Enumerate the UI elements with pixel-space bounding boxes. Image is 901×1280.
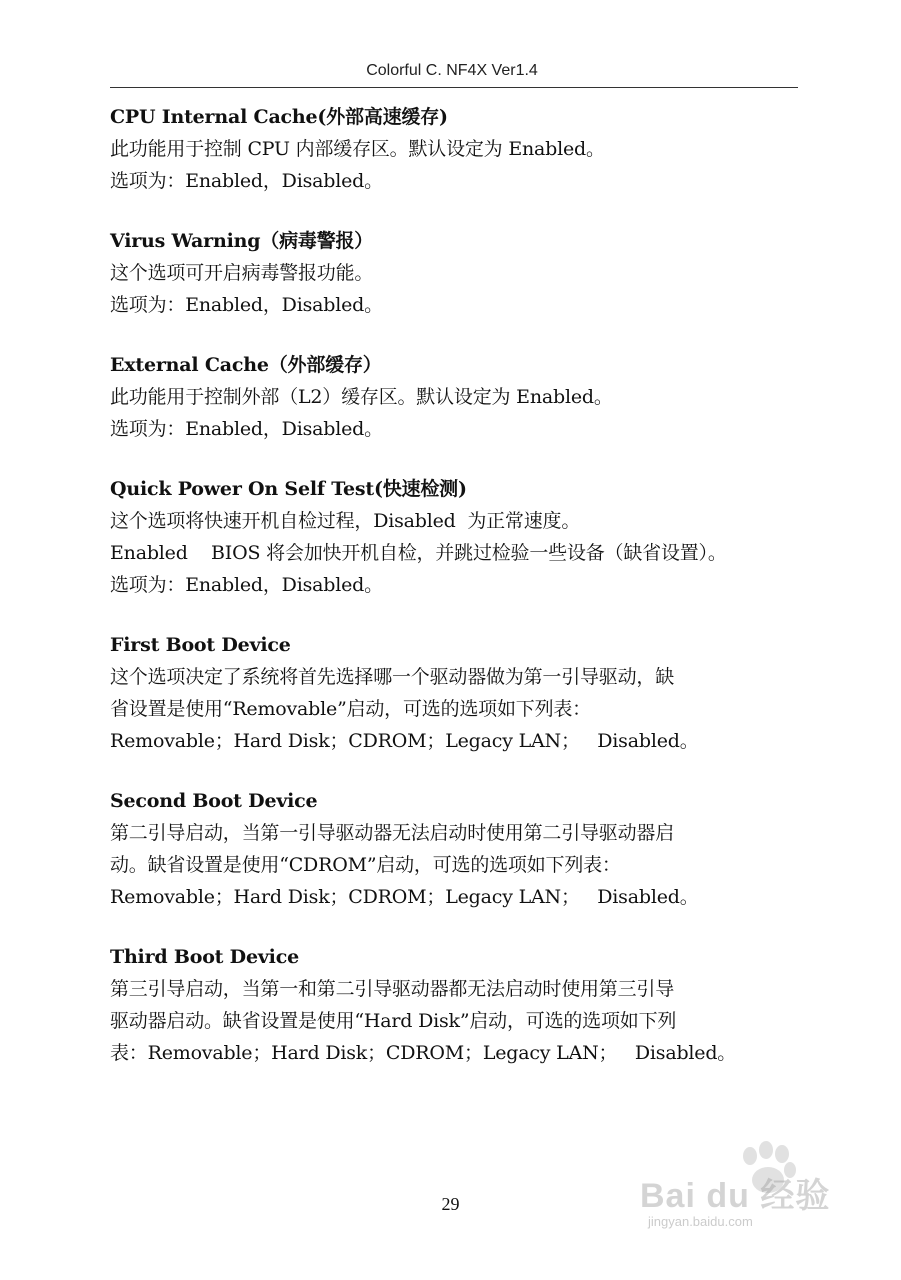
baidu-jingyan-watermark bbox=[640, 1138, 850, 1238]
section-title: Virus Warning（病毒警报） bbox=[110, 230, 374, 252]
section-cpu-internal-cache bbox=[110, 101, 795, 197]
section-quick-power-on-self-test bbox=[110, 473, 795, 601]
section-title: CPU Internal Cache(外部高速缓存) bbox=[110, 106, 448, 128]
section-second-boot-device bbox=[110, 785, 795, 913]
page-header-title: Colorful C. NF4X Ver1.4 bbox=[366, 62, 538, 79]
section-text-line: 这个选项将快速开机自检过程，Disabled 为正常速度。 bbox=[110, 510, 581, 532]
section-text-line: 这个选项可开启病毒警报功能。 bbox=[110, 262, 374, 284]
section-text-line: 表：Removable；Hard Disk；CDROM；Legacy LAN； Disabled。 bbox=[110, 1042, 737, 1064]
section-text-line: 此功能用于控制 CPU 内部缓存区。默认设定为 Enabled。 bbox=[110, 138, 605, 160]
section-text-line: 选项为：Enabled，Disabled。 bbox=[110, 418, 383, 440]
section-first-boot-device bbox=[110, 629, 795, 757]
section-third-boot-device bbox=[110, 941, 795, 1069]
section-text-line: 选项为：Enabled，Disabled。 bbox=[110, 294, 383, 316]
section-title: External Cache（外部缓存） bbox=[110, 354, 382, 376]
section-title: First Boot Device bbox=[110, 634, 291, 656]
section-external-cache bbox=[110, 349, 795, 445]
section-text-line: 第三引导启动，当第一和第二引导驱动器都无法启动时使用第三引导 bbox=[110, 978, 675, 1000]
section-text-line: 这个选项决定了系统将首先选择哪一个驱动器做为第一引导驱动，缺 bbox=[110, 666, 675, 688]
section-text-line: Removable；Hard Disk；CDROM；Legacy LAN； Disabled。 bbox=[110, 730, 699, 752]
watermark-brand: Bai du 经验 bbox=[640, 1177, 831, 1215]
section-title: Quick Power On Self Test(快速检测) bbox=[110, 478, 467, 500]
section-text-line: 动。缺省设置是使用“CDROM”启动，可选的选项如下列表： bbox=[110, 854, 621, 876]
section-title: Second Boot Device bbox=[110, 790, 318, 812]
header-rule bbox=[110, 87, 798, 88]
section-text-line: 此功能用于控制外部（L2）缓存区。默认设定为 Enabled。 bbox=[110, 386, 613, 408]
section-title: Third Boot Device bbox=[110, 946, 299, 968]
section-text-line: 第二引导启动，当第一引导驱动器无法启动时使用第二引导驱动器启 bbox=[110, 822, 675, 844]
section-text-line: Enabled BIOS 将会加快开机自检，并跳过检验一些设备（缺省设置）。 bbox=[110, 542, 727, 564]
section-text-line: 驱动器启动。缺省设置是使用“Hard Disk”启动，可选的选项如下列 bbox=[110, 1010, 677, 1032]
document-body bbox=[110, 101, 795, 1097]
section-virus-warning bbox=[110, 225, 795, 321]
watermark-url: jingyan.baidu.com bbox=[648, 1214, 753, 1229]
section-text-line: 选项为：Enabled，Disabled。 bbox=[110, 170, 383, 192]
page-number: 29 bbox=[441, 1194, 460, 1214]
section-text-line: 选项为：Enabled，Disabled。 bbox=[110, 574, 383, 596]
section-text-line: 省设置是使用“Removable”启动，可选的选项如下列表： bbox=[110, 698, 591, 720]
section-text-line: Removable；Hard Disk；CDROM；Legacy LAN； Disabled。 bbox=[110, 886, 699, 908]
